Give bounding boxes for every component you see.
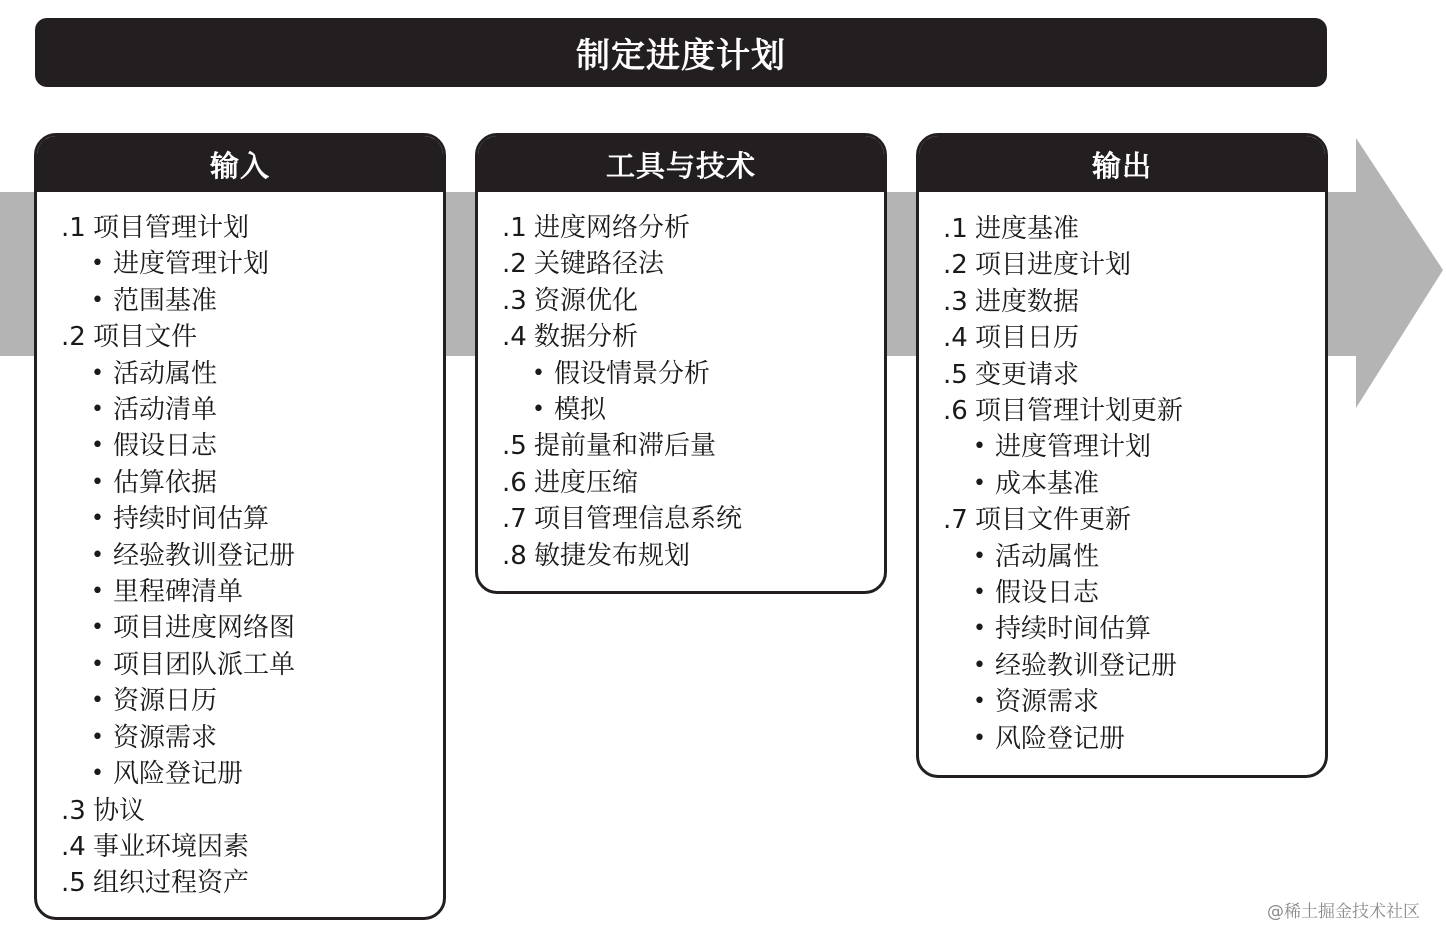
item-label: 项目管理计划 [93,213,250,243]
inputs-subitem [61,538,443,574]
item-label: 组织过程资产 [93,868,250,899]
bullet-icon: • [973,434,986,460]
inputs-subitem [61,683,443,719]
inputs-item [61,793,443,829]
outputs-subitem [943,684,1325,720]
item-label: 项目日历 [975,323,1080,354]
tools-item [502,538,884,574]
bullet-icon: • [973,652,986,678]
inputs-heading: 输入 [37,136,443,192]
subitem-label: 估算依据 [113,467,218,498]
subitem-label: 项目团队派工单 [113,649,296,680]
tools-item [502,319,884,355]
inputs-item [61,829,443,865]
bullet-icon: • [91,579,104,605]
outputs-subitem [943,648,1325,684]
tools-subitem [502,392,884,428]
subitem-label: 经验教训登记册 [113,540,296,571]
item-number: .2 [502,249,527,280]
bullet-icon: • [91,433,104,459]
process-title-bar [35,18,1327,87]
subitem-label: 风险登记册 [113,759,244,790]
bullet-icon: • [91,688,104,714]
item-label: 进度网络分析 [534,213,691,243]
item-number: .7 [502,504,527,535]
subitem-label: 活动属性 [113,358,218,389]
item-number: .2 [61,322,86,353]
outputs-item [943,393,1325,429]
item-label: 项目文件更新 [975,505,1132,536]
item-number: .6 [943,396,968,427]
bullet-icon: • [91,287,104,313]
inputs-subitem [61,283,443,319]
outputs-item [943,357,1325,393]
bullet-icon: • [973,470,986,496]
subitem-label: 进度管理计划 [113,249,270,280]
inputs-subitem [61,610,443,646]
outputs-item [943,502,1325,538]
outputs-list [919,192,1325,757]
item-label: 变更请求 [975,359,1080,390]
inputs-subitem [61,246,443,282]
subitem-label: 成本基准 [995,468,1100,499]
tools-heading: 工具与技术 [478,136,884,192]
outputs-item [943,284,1325,320]
outputs-subitem [943,429,1325,465]
item-label: 项目文件 [93,322,198,353]
inputs-subitem [61,574,443,610]
inputs-item [61,210,443,246]
inputs-subitem [61,647,443,683]
tools-item [502,501,884,537]
item-label: 提前量和滞后量 [534,431,717,462]
item-number: .3 [943,286,968,317]
outputs-subitem [943,721,1325,757]
item-number: .5 [502,431,527,462]
item-label: 资源优化 [534,285,639,316]
inputs-subitem [61,428,443,464]
bullet-icon: • [91,397,104,423]
subitem-label: 进度管理计划 [995,432,1152,463]
item-label: 项目进度计划 [975,250,1132,281]
subitem-label: 假设情景分析 [554,358,711,389]
bullet-icon: • [532,360,545,386]
inputs-panel [34,133,446,920]
inputs-item [61,865,443,901]
bullet-icon: • [532,397,545,423]
outputs-heading: 输出 [919,136,1325,192]
item-number: .3 [61,795,86,826]
item-label: 进度压缩 [534,467,639,498]
bullet-icon: • [91,506,104,532]
tools-item [502,246,884,282]
item-number: .5 [61,868,86,899]
item-number: .2 [943,250,968,281]
bullet-icon: • [973,543,986,569]
subitem-label: 假设日志 [113,431,218,462]
outputs-subitem [943,611,1325,647]
tools-item [502,428,884,464]
subitem-label: 假设日志 [995,578,1100,609]
bullet-icon: • [91,360,104,386]
item-number: .7 [943,505,968,536]
tools-item [502,283,884,319]
item-label: 进度基准 [975,214,1080,244]
subitem-label: 经验教训登记册 [995,650,1178,681]
subitem-label: 持续时间估算 [113,504,270,535]
subitem-label: 资源需求 [113,722,218,753]
inputs-subitem [61,392,443,428]
item-label: 进度数据 [975,286,1080,317]
subitem-label: 持续时间估算 [995,614,1152,645]
inputs-list [37,192,443,902]
subitem-label: 活动清单 [113,395,218,426]
item-number: .6 [502,467,527,498]
item-label: 敏捷发布规划 [534,540,691,571]
inputs-item [61,319,443,355]
bullet-icon: • [91,724,104,750]
subitem-label: 模拟 [554,395,607,426]
outputs-subitem [943,466,1325,502]
item-number: .8 [502,540,527,571]
item-label: 项目管理计划更新 [975,396,1184,427]
bullet-icon: • [91,761,104,787]
tools-item [502,465,884,501]
outputs-subitem [943,539,1325,575]
outputs-panel [916,133,1328,778]
subitem-label: 资源需求 [995,687,1100,718]
bullet-icon: • [973,689,986,715]
item-label: 项目管理信息系统 [534,504,743,535]
tools-subitem [502,356,884,392]
outputs-item [943,320,1325,356]
item-number: .4 [502,322,527,353]
tools-list [478,192,884,574]
subitem-label: 活动属性 [995,541,1100,572]
subitem-label: 里程碑清单 [113,577,244,608]
item-label: 协议 [93,795,146,826]
bullet-icon: • [973,725,986,751]
bullet-icon: • [91,542,104,568]
item-number: .5 [943,359,968,390]
outputs-subitem [943,575,1325,611]
bullet-icon: • [91,469,104,495]
bullet-icon: • [91,615,104,641]
bullet-icon: • [91,651,104,677]
bullet-icon: • [973,580,986,606]
watermark: @稀土掘金技术社区 [1267,902,1420,922]
item-label: 关键路径法 [534,249,665,280]
inputs-subitem [61,501,443,537]
tools-panel [475,133,887,594]
subitem-label: 项目进度网络图 [113,613,296,644]
bullet-icon: • [973,616,986,642]
item-number: .4 [943,323,968,354]
inputs-subitem [61,465,443,501]
inputs-subitem [61,756,443,792]
item-label: 事业环境因素 [93,831,250,862]
inputs-subitem [61,720,443,756]
bullet-icon: • [91,251,104,277]
outputs-item [943,247,1325,283]
item-number: .1 [502,213,527,243]
subitem-label: 范围基准 [113,285,218,316]
item-label: 数据分析 [534,322,639,353]
process-title: 制定进度计划 [576,36,786,76]
tools-item [502,210,884,246]
item-number: .1 [943,214,968,244]
inputs-subitem [61,356,443,392]
item-number: .4 [61,831,86,862]
subitem-label: 风险登记册 [995,723,1126,754]
item-number: .3 [502,285,527,316]
outputs-item [943,211,1325,247]
subitem-label: 资源日历 [113,686,218,717]
item-number: .1 [61,213,86,243]
